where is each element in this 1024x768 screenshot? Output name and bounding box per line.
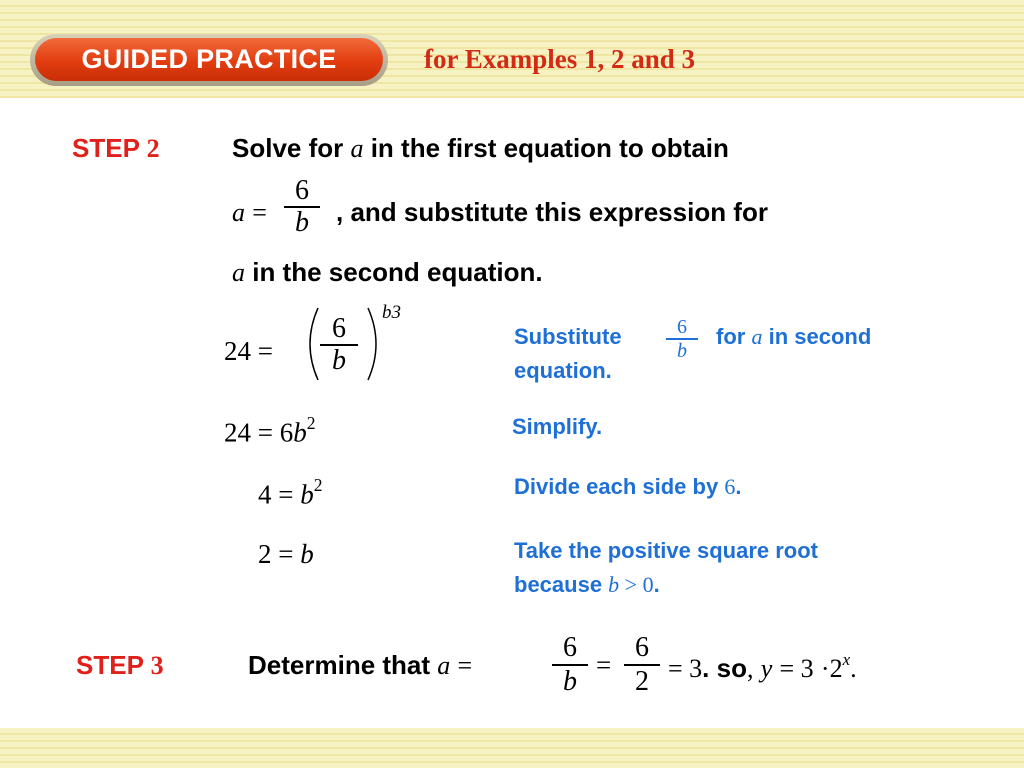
work-2-equation bbox=[224, 413, 316, 448]
step-3-label bbox=[76, 650, 164, 681]
step-3-f2-num: 6 bbox=[635, 632, 649, 663]
step-3-f1-den: b bbox=[563, 665, 577, 697]
frac-denominator: b bbox=[295, 206, 309, 238]
step-3-fraction-2 bbox=[624, 632, 660, 698]
work-4-note-pre: because bbox=[514, 572, 609, 597]
line1-var: a bbox=[350, 134, 364, 163]
step-2-line-1 bbox=[232, 133, 729, 164]
work-2-note: Simplify. bbox=[512, 414, 603, 439]
work-4-equation bbox=[258, 539, 314, 570]
work-1-outer bbox=[382, 302, 401, 324]
work-2-exp: 2 bbox=[306, 413, 316, 433]
step-3-number: 3 bbox=[150, 651, 164, 680]
step-3-f1-num: 6 bbox=[563, 632, 577, 663]
step-3-tail bbox=[668, 650, 857, 684]
step-3-base: 2 bbox=[829, 653, 843, 683]
work-4-note-cmp: > 0 bbox=[619, 572, 654, 597]
work-1-lhs: 24 = bbox=[224, 336, 273, 366]
note-1-pre: Substitute bbox=[514, 324, 622, 349]
step-3-eq1: = bbox=[457, 651, 473, 680]
step-3-exp: x bbox=[842, 650, 851, 669]
step-3-word: STEP bbox=[76, 650, 144, 680]
step-2-line-2-post: , and substitute this expression for bbox=[336, 197, 768, 227]
note-frac-den: b bbox=[677, 339, 687, 362]
step-2-line-2-lhs bbox=[232, 197, 267, 228]
line3-var: a bbox=[232, 258, 245, 287]
examples-subtitle: for Examples 1, 2 and 3 bbox=[424, 44, 696, 74]
guided-practice-badge bbox=[30, 34, 388, 86]
work-2-pre: 24 = 6 bbox=[224, 417, 294, 448]
step-2-number: 2 bbox=[146, 134, 160, 163]
work-4-note-post: . bbox=[653, 572, 660, 597]
step-3-eq4: = 3 bbox=[779, 653, 814, 683]
work-1-note-line-1 bbox=[514, 320, 622, 354]
work-3-var: b bbox=[300, 479, 314, 510]
footer-band bbox=[0, 728, 1024, 768]
work-1-note-line-2: equation. bbox=[514, 358, 612, 383]
work-4-pre: 2 = bbox=[258, 539, 301, 569]
step-2-fraction bbox=[284, 176, 320, 238]
work-3-exp: 2 bbox=[313, 475, 323, 495]
work-3-note-post: . bbox=[735, 474, 742, 499]
guided-practice-label: GUIDED PRACTICE bbox=[35, 38, 383, 81]
work-3-pre: 4 = bbox=[258, 479, 301, 510]
work-3-equation bbox=[258, 475, 323, 510]
work-4-note-var: b bbox=[608, 572, 620, 597]
work-4-note-line-1: Take the positive square root bbox=[514, 538, 819, 563]
note-1-var: a bbox=[751, 324, 763, 349]
work-4-note-line-2 bbox=[514, 568, 660, 602]
frac-numerator: 6 bbox=[295, 175, 309, 206]
work-3-note-pre: Divide each side by bbox=[514, 474, 725, 499]
step-3-f2-den: 2 bbox=[635, 665, 649, 697]
work-1-note-fraction bbox=[666, 316, 698, 362]
line1-pre: Solve for bbox=[232, 133, 351, 163]
line3-post: in the second equation. bbox=[245, 257, 543, 287]
note-1-mid: for bbox=[716, 324, 746, 349]
step-2-label bbox=[72, 133, 160, 164]
note-frac-num: 6 bbox=[677, 316, 687, 338]
step-3-comma: , bbox=[746, 653, 754, 683]
work-1-outer-text: b3 bbox=[382, 302, 401, 323]
work-3-note bbox=[514, 470, 741, 504]
work-1-fraction bbox=[320, 314, 358, 376]
work-4-var: b bbox=[300, 539, 314, 569]
work-3-note-num: 6 bbox=[724, 474, 736, 499]
step-3-dot: · bbox=[820, 653, 830, 683]
step-3-eq3: = 3 bbox=[668, 653, 703, 683]
step-3-so: . so bbox=[702, 652, 747, 683]
work-1-frac-num: 6 bbox=[332, 313, 346, 344]
step-2-line-3 bbox=[232, 257, 543, 288]
work-1-note-line-1b bbox=[716, 320, 871, 354]
step-3-fraction-1 bbox=[552, 632, 588, 698]
step-3-y: y bbox=[760, 653, 773, 683]
step-3-var: a bbox=[437, 651, 451, 680]
step-3-eq2: = bbox=[596, 650, 612, 680]
step-3-end: . bbox=[850, 653, 857, 683]
line2-eq: = bbox=[252, 198, 267, 227]
work-2-var: b bbox=[293, 417, 307, 448]
note-1-post: in second bbox=[768, 324, 872, 349]
line1-post: in the first equation to obtain bbox=[363, 133, 729, 163]
work-1-frac-den: b bbox=[332, 344, 346, 376]
step-2-word: STEP bbox=[72, 133, 140, 163]
step-3-pre-text: Determine that bbox=[248, 650, 438, 680]
step-3-pre bbox=[248, 650, 472, 681]
line2-var: a bbox=[232, 198, 245, 227]
